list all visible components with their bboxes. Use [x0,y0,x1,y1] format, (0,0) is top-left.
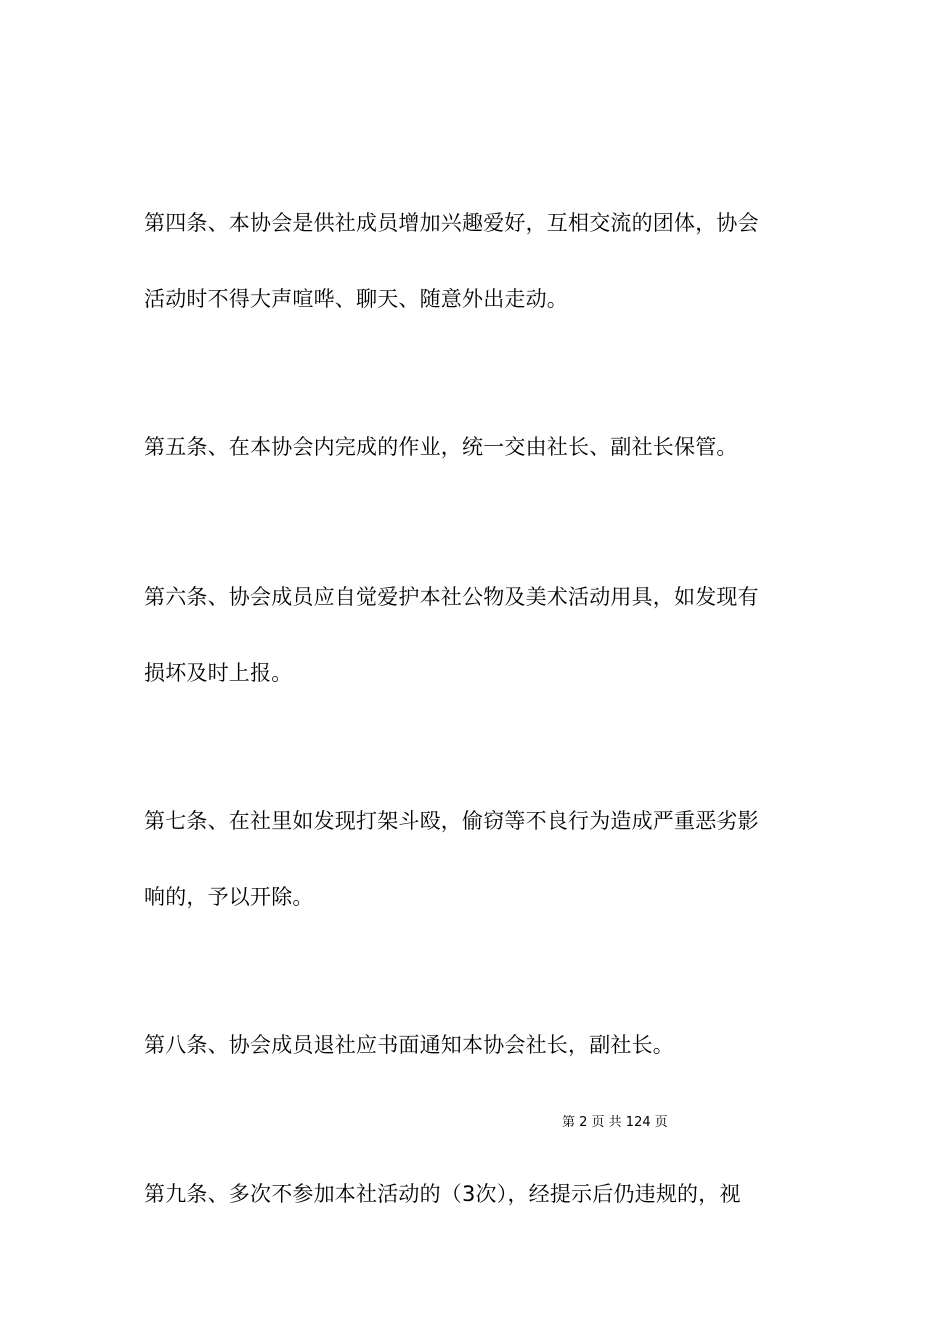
article-4-line-1: 第四条、本协会是供社成员增加兴趣爱好，互相交流的团体，协会 [144,211,759,235]
article-5-line-1: 第五条、在本协会内完成的作业，统一交由社长、副社长保管。 [144,435,738,459]
article-6-line-1: 第六条、协会成员应自觉爱护本社公物及美术活动用具，如发现有 [144,585,759,609]
article-8-line-1: 第八条、协会成员退社应书面通知本协会社长，副社长。 [144,1033,674,1057]
article-7-line-1: 第七条、在社里如发现打架斗殴，偷窃等不良行为造成严重恶劣影 [144,809,759,833]
article-4-line-2: 活动时不得大声喧哗、聊天、随意外出走动。 [144,287,568,311]
article-6-line-2: 损坏及时上报。 [144,661,293,685]
article-9-line-1: 第九条、多次不参加本社活动的（3次），经提示后仍违规的，视 [144,1182,741,1206]
page-number-footer: 第 2 页 共 124 页 [562,1115,668,1130]
article-7-line-2: 响的，予以开除。 [144,885,314,909]
